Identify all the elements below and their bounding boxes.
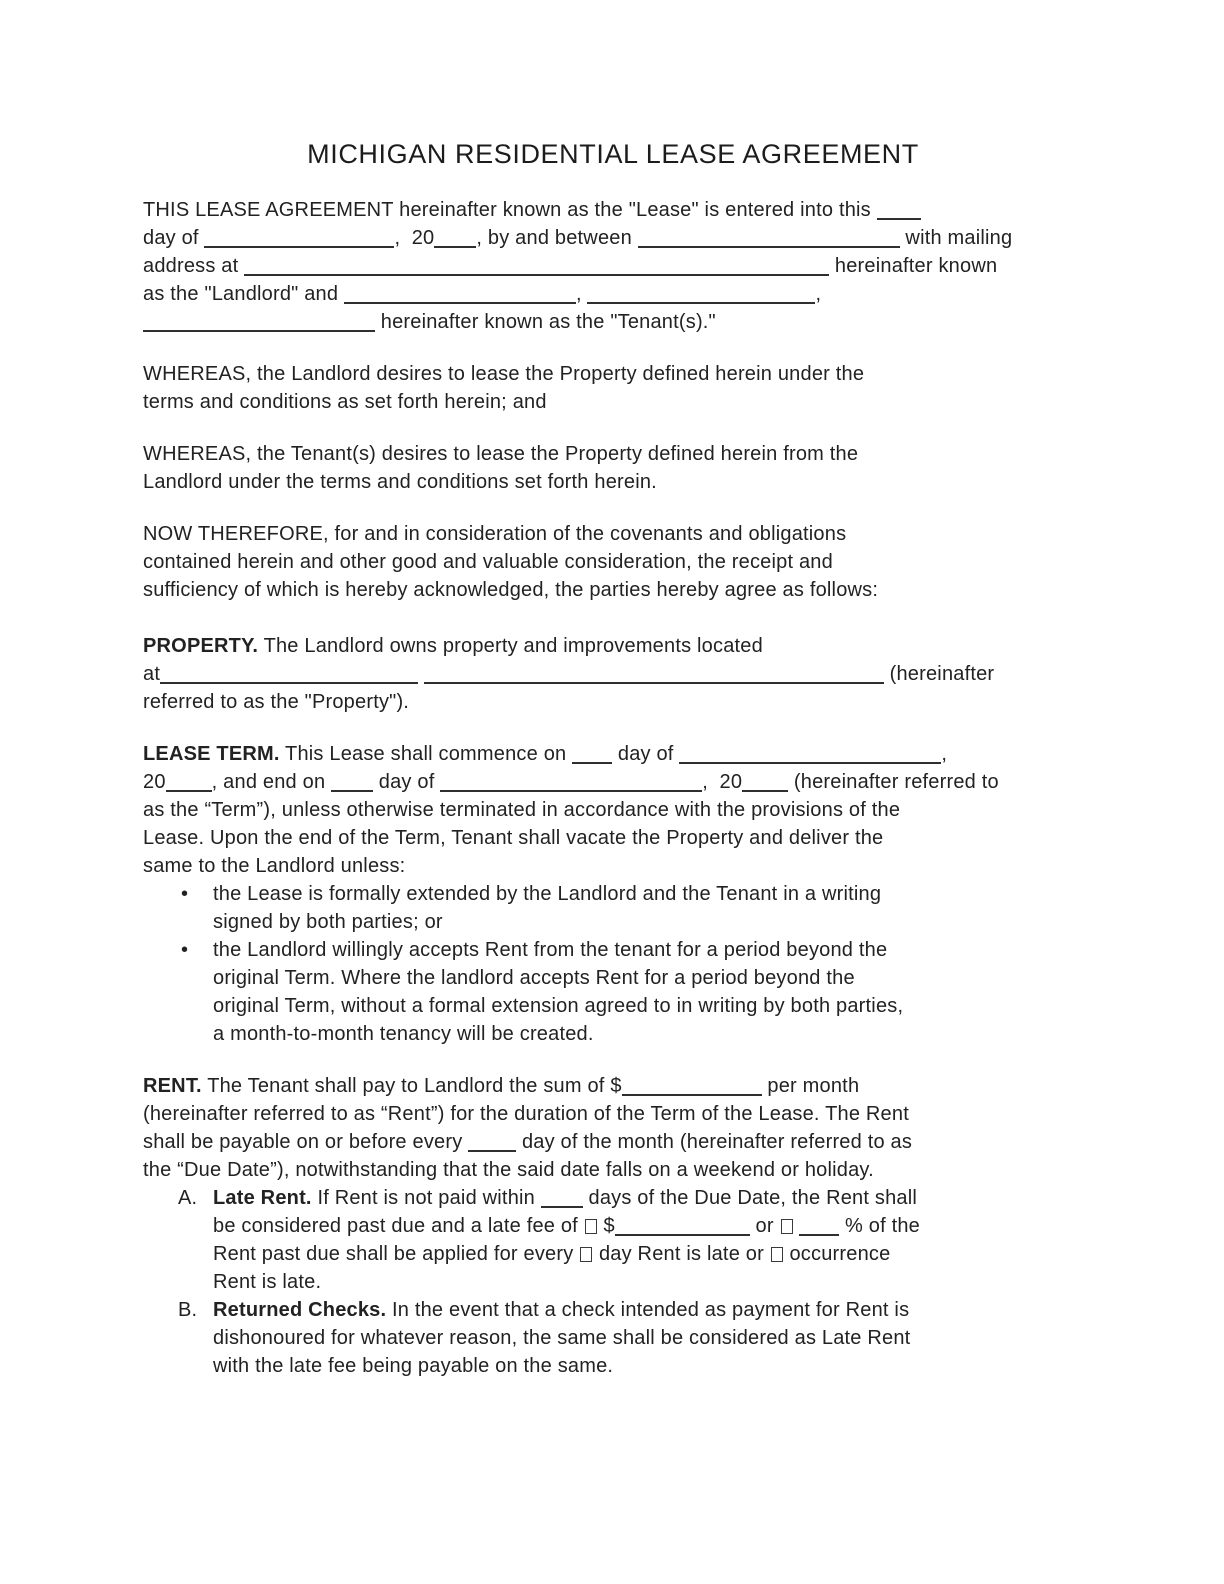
blank-field[interactable] [331,769,373,792]
blank-field[interactable] [742,769,788,792]
clause-lead: Late Rent. [213,1187,312,1209]
blank-field[interactable] [615,1213,750,1236]
holdover-item: • the Landlord willingly accepts Rent from the tenant for a period beyond the original Term. Where the landlord accepts Rent for a period beyond the original Term, without a formal extension agreed to in writing by both parties, a month-to-month tenancy will be created. [143,936,1083,1048]
blank-field[interactable] [424,661,884,684]
checkbox[interactable] [781,1219,793,1234]
blank-field[interactable] [468,1129,516,1152]
clause-lead: Returned Checks. [213,1299,387,1321]
blank-field[interactable] [440,769,702,792]
blank-field[interactable] [344,281,576,304]
blank-field[interactable] [799,1213,839,1236]
document-body [143,196,1083,1380]
blank-field[interactable] [541,1185,583,1208]
checkbox[interactable] [771,1247,783,1262]
blank-field[interactable] [434,225,476,248]
blank-field[interactable] [244,253,829,276]
blank-field[interactable] [587,281,815,304]
now-therefore-clause: NOW THEREFORE, for and in consideration of the covenants and obligations contained herein and other good and valuable consideration, the receipt and sufficiency of which is hereby acknowledged, the parties hereby agree as follows: [143,523,879,601]
blank-field[interactable] [679,741,941,764]
blank-field[interactable] [143,309,375,332]
blank-field[interactable] [572,741,612,764]
clause-lead: RENT. [143,1075,202,1097]
blank-field[interactable] [638,225,900,248]
clause-lead: LEASE TERM. [143,743,280,765]
page-title: MICHIGAN RESIDENTIAL LEASE AGREEMENT [307,139,919,169]
lease-term-extension-list [143,880,1083,1048]
lease-term-clause: LEASE TERM. This Lease shall commence on day of , 20 , and end on day of , 20 (hereinafter referred to as the “Term”), unless otherwise terminated in accordance with the provisions of the Lease. Upon the end of the Term, Tenant shall vacate the Property and deliver the same to the Landlord unless: [143,743,999,877]
list-item-label: A. [178,1187,198,1209]
checkbox[interactable] [585,1219,597,1234]
blank-field[interactable] [166,769,212,792]
clause-lead: PROPERTY. [143,635,259,657]
lease-extension-item: • the Lease is formally extended by the Landlord and the Tenant in a writing signed by both parties; or [143,880,1083,936]
rent-subclause-list [143,1184,1083,1380]
rent-clause: RENT. The Tenant shall pay to Landlord the sum of $ per month (hereinafter referred to as “Rent”) for the duration of the Term of the Lease. The Rent shall be payable on or before every day of the month (hereinafter referred to as the “Due Date”), notwithstanding that the said date falls on a weekend or holiday. [143,1075,913,1181]
whereas-landlord-clause: WHEREAS, the Landlord desires to lease the Property defined herein under the terms and conditions as set forth herein; and [143,363,865,413]
blank-field[interactable] [160,661,418,684]
property-clause: PROPERTY. The Landlord owns property and improvements located at (hereinafter referred to as the "Property"). [143,635,995,713]
list-item-label: B. [178,1299,198,1321]
whereas-tenant-clause: WHEREAS, the Tenant(s) desires to lease the Property defined herein from the Landlord under the terms and conditions set forth herein. [143,443,859,493]
blank-field[interactable] [622,1073,762,1096]
blank-field[interactable] [877,197,921,220]
returned-checks-item: B. Returned Checks. In the event that a check intended as payment for Rent is dishonoured for whatever reason, the same shall be considered as Late Rent with the late fee being payable on the same. [143,1296,1083,1380]
late-rent-item: A. Late Rent. If Rent is not paid within days of the Due Date, the Rent shall be considered past due and a late fee of $ or % of the Rent past due shall be applied for every day Rent is late or occurrence Rent is late. [143,1184,1083,1296]
intro-clause: THIS LEASE AGREEMENT hereinafter known as the "Lease" is entered into this day of , 20 , by and between with mailing address at hereinafter known as the "Landlord" and , , hereinafter known as the "Tenant(s)." [143,199,1013,333]
checkbox[interactable] [580,1247,592,1262]
blank-field[interactable] [204,225,394,248]
